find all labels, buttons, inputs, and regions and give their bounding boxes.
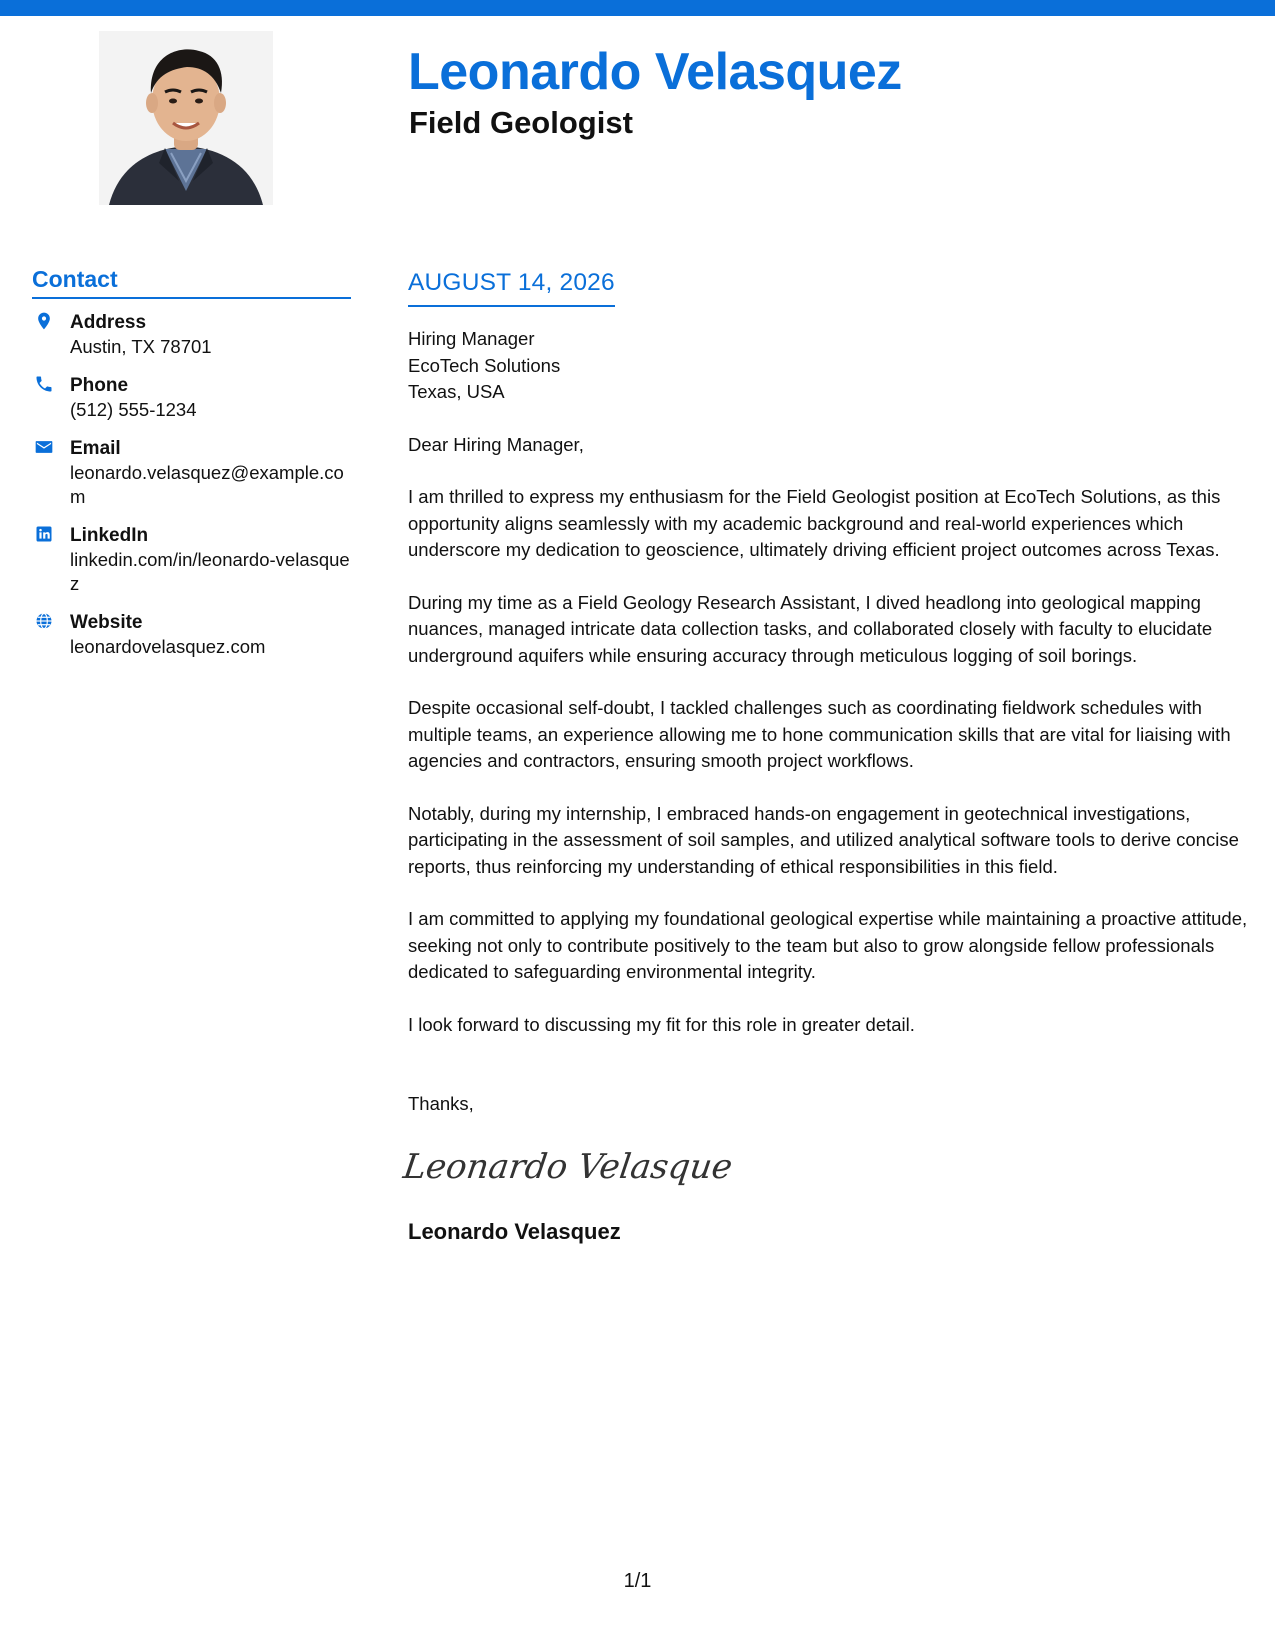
- profile-photo: [99, 31, 273, 205]
- address-value: Austin, TX 78701: [70, 336, 212, 357]
- candidate-name: Leonardo Velasquez: [408, 43, 902, 101]
- phone-icon: [32, 374, 56, 398]
- contact-address: [32, 311, 351, 359]
- phone-value: (512) 555-1234: [70, 399, 197, 420]
- contact-label: Phone: [70, 375, 129, 396]
- letter-date: AUGUST 14, 2026: [408, 265, 615, 307]
- linkedin-value[interactable]: linkedin.com/in/leonardo-velasquez: [70, 549, 350, 594]
- letter-paragraph: I am thrilled to express my enthusiasm for the Field Geologist position at EcoTech Solutions, as this opportunity aligns seamlessly with my academic background and real-world experiences which underscore my dedication to geoscience, ultimately driving efficient project outcomes across Texas.: [408, 486, 1221, 560]
- recipient-line: Hiring Manager: [408, 328, 535, 349]
- letter-paragraph: I am committed to applying my foundational geological expertise while maintaining a proactive attitude, seeking not only to contribute positively to the team but also to grow alongside fellow professionals dedicated to safeguarding environmental integrity.: [408, 908, 1248, 982]
- website-value[interactable]: leonardovelasquez.com: [70, 636, 266, 657]
- contact-linkedin: [32, 524, 351, 596]
- contact-phone: [32, 374, 351, 422]
- contact-label: Email: [70, 438, 121, 459]
- recipient-block: [408, 326, 1248, 406]
- contact-label: Address: [70, 312, 147, 333]
- top-accent-bar: [0, 0, 1275, 16]
- signer-name: Leonardo Velasquez: [408, 1218, 621, 1244]
- page-number: 1/1: [623, 1570, 652, 1592]
- contact-email: [32, 437, 351, 509]
- letter-body: [400, 265, 1248, 1246]
- salutation: Dear Hiring Manager,: [408, 433, 584, 455]
- letter-paragraph: Notably, during my internship, I embraced hands-on engagement in geotechnical investigations, participating in the assessment of soil samples, and utilized analytical software tools to derive concise reports, thus reinforcing my understanding of ethical responsibilities in this field.: [408, 802, 1239, 877]
- envelope-icon: [32, 437, 56, 461]
- signature-text: Leonardo Velasque: [400, 1146, 735, 1187]
- contact-label: Website: [70, 612, 143, 633]
- contact-website: [32, 611, 351, 659]
- letter-paragraph: I look forward to discussing my fit for this role in greater detail.: [408, 1013, 915, 1035]
- contact-sidebar: [32, 265, 351, 674]
- email-value[interactable]: leonardo.velasquez@example.com: [70, 462, 344, 507]
- closing: Thanks,: [408, 1093, 474, 1114]
- recipient-line: Texas, USA: [408, 381, 505, 402]
- recipient-line: EcoTech Solutions: [408, 354, 561, 376]
- job-title: Field Geologist: [409, 105, 633, 140]
- letter-paragraph: During my time as a Field Geology Research Assistant, I dived headlong into geological mapping nuances, managed intricate data collection tasks, and collaborated closely with faculty to elucidate underground aquifers while ensuring accuracy through meticulous logging of soil borings.: [408, 591, 1213, 666]
- contact-list: [32, 311, 351, 659]
- contact-label: LinkedIn: [70, 525, 149, 546]
- handwritten-signature: [400, 1136, 1248, 1196]
- contact-heading: Contact: [32, 265, 351, 299]
- globe-icon: [32, 611, 56, 635]
- linkedin-icon: [32, 524, 56, 548]
- letter-paragraph: Despite occasional self-doubt, I tackled challenges such as coordinating fieldwork schedules with multiple teams, an experience allowing me to hone communication skills that are vital for liaising with agencies and contractors, ensuring smooth project workflows.: [408, 697, 1231, 771]
- map-pin-icon: [32, 311, 56, 335]
